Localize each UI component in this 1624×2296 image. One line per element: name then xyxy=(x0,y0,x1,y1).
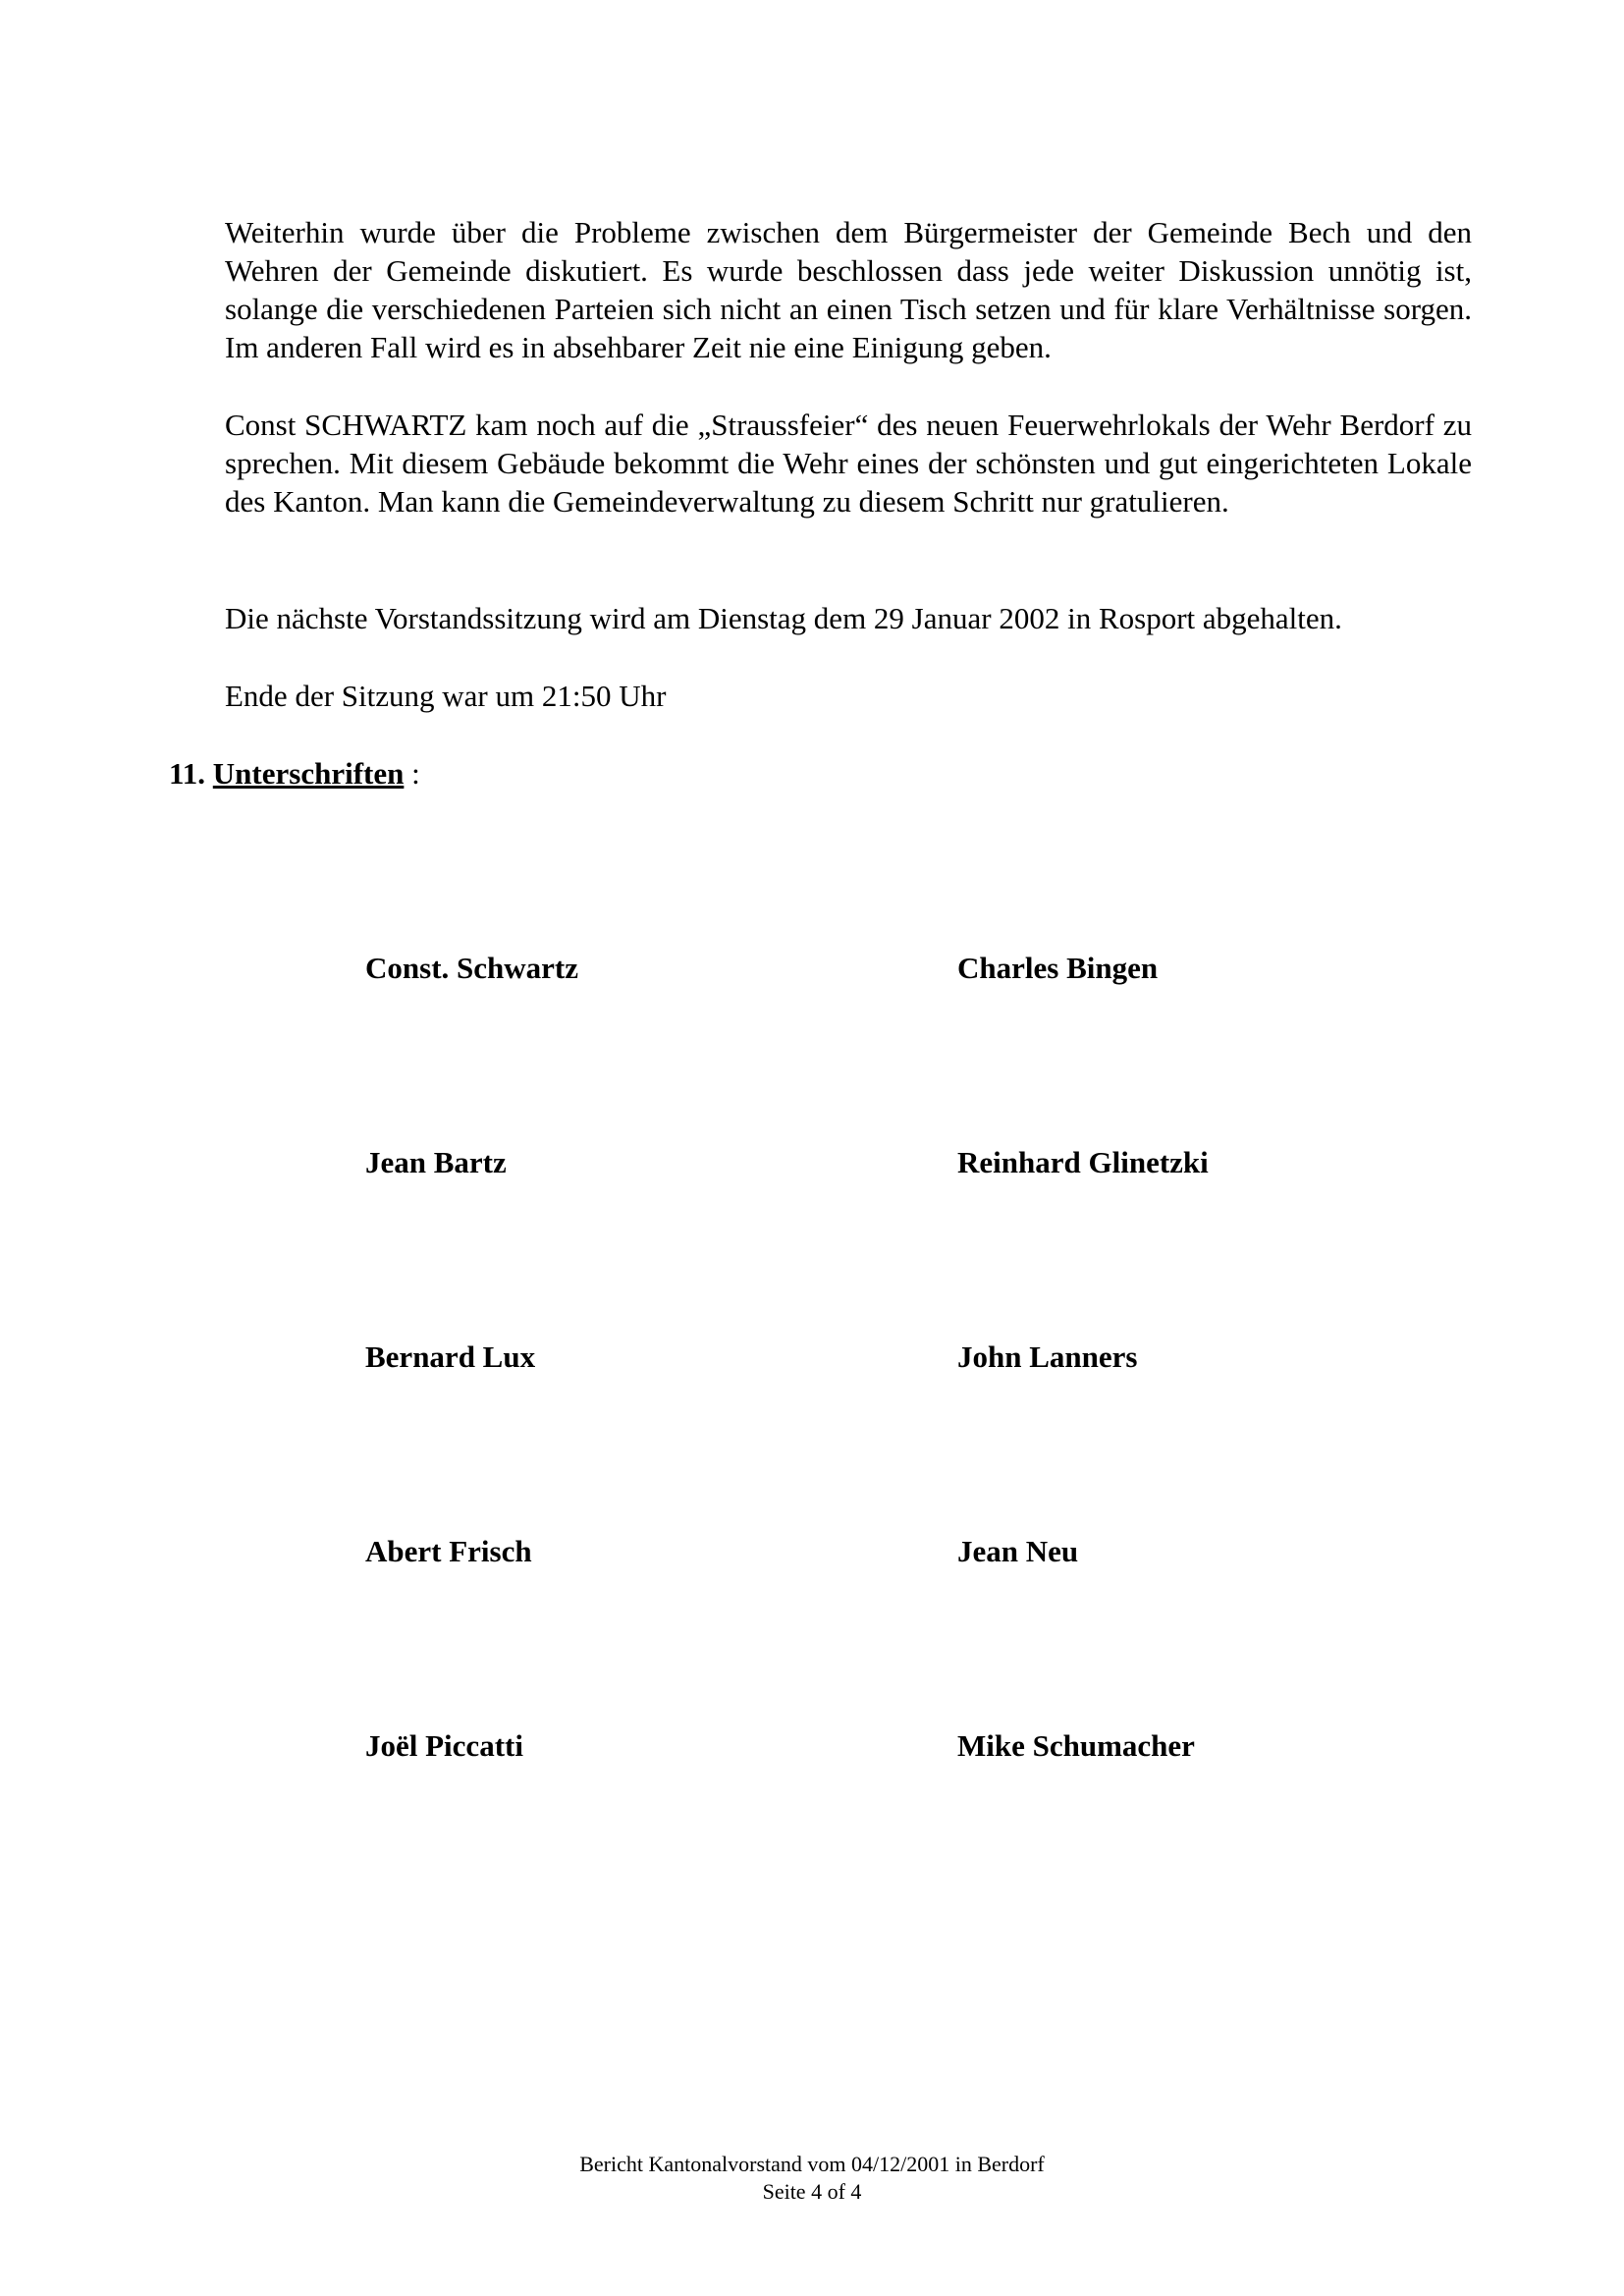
signature-name-right-5: Mike Schumacher xyxy=(957,1728,1195,1763)
signature-name-left-5: Joël Piccatti xyxy=(365,1728,523,1763)
paragraph-end-of-session: Ende der Sitzung war um 21:50 Uhr xyxy=(225,679,667,713)
paragraph-bech-problems: Weiterhin wurde über die Probleme zwischen dem Bürgermeister der Gemeinde Bech und den Wehren der Gemeinde diskutiert. Es wurde beschlossen dass jede weiter Diskussion unnötig ist, solange die verschiedenen Parteien sich nicht an einen Tisch setzen und für klare Verhältnisse sorgen. Im anderen Fall wird es in absehbarer Zeit nie eine Einigung geben. xyxy=(225,215,1472,364)
signature-name-left-3: Bernard Lux xyxy=(365,1339,536,1374)
signature-name-right-2: Reinhard Glinetzki xyxy=(957,1145,1209,1179)
section-heading-signatures xyxy=(169,754,420,793)
signature-name-right-3: John Lanners xyxy=(957,1339,1138,1374)
section-title: Unterschriften xyxy=(212,756,405,791)
paragraph-straussfeier: Const SCHWARTZ kam noch auf die „Straussfeier“ des neuen Feuerwehrlokals der Wehr Berdorf zu sprechen. Mit diesem Gebäude bekommt die Wehr eines der schönsten und gut eingerichteten Lokale des Kanton. Man kann die Gemeindeverwaltung zu diesem Schritt nur gratulieren. xyxy=(225,408,1472,519)
signature-name-left-1: Const. Schwartz xyxy=(365,951,578,985)
signature-name-left-2: Jean Bartz xyxy=(365,1145,507,1179)
paragraph-next-meeting: Die nächste Vorstandssitzung wird am Dienstag dem 29 Januar 2002 in Rosport abgehalten. xyxy=(225,601,1342,635)
signature-name-right-1: Charles Bingen xyxy=(957,951,1159,985)
signature-name-left-4: Abert Frisch xyxy=(365,1534,532,1568)
section-colon: : xyxy=(404,756,420,791)
footer-page-number: Seite 4 of 4 xyxy=(762,2179,862,2204)
section-number: 11. xyxy=(169,756,206,791)
signature-name-right-4: Jean Neu xyxy=(957,1534,1079,1568)
footer-report-title: Bericht Kantonalvorstand vom 04/12/2001 in Berdorf xyxy=(579,2152,1045,2176)
